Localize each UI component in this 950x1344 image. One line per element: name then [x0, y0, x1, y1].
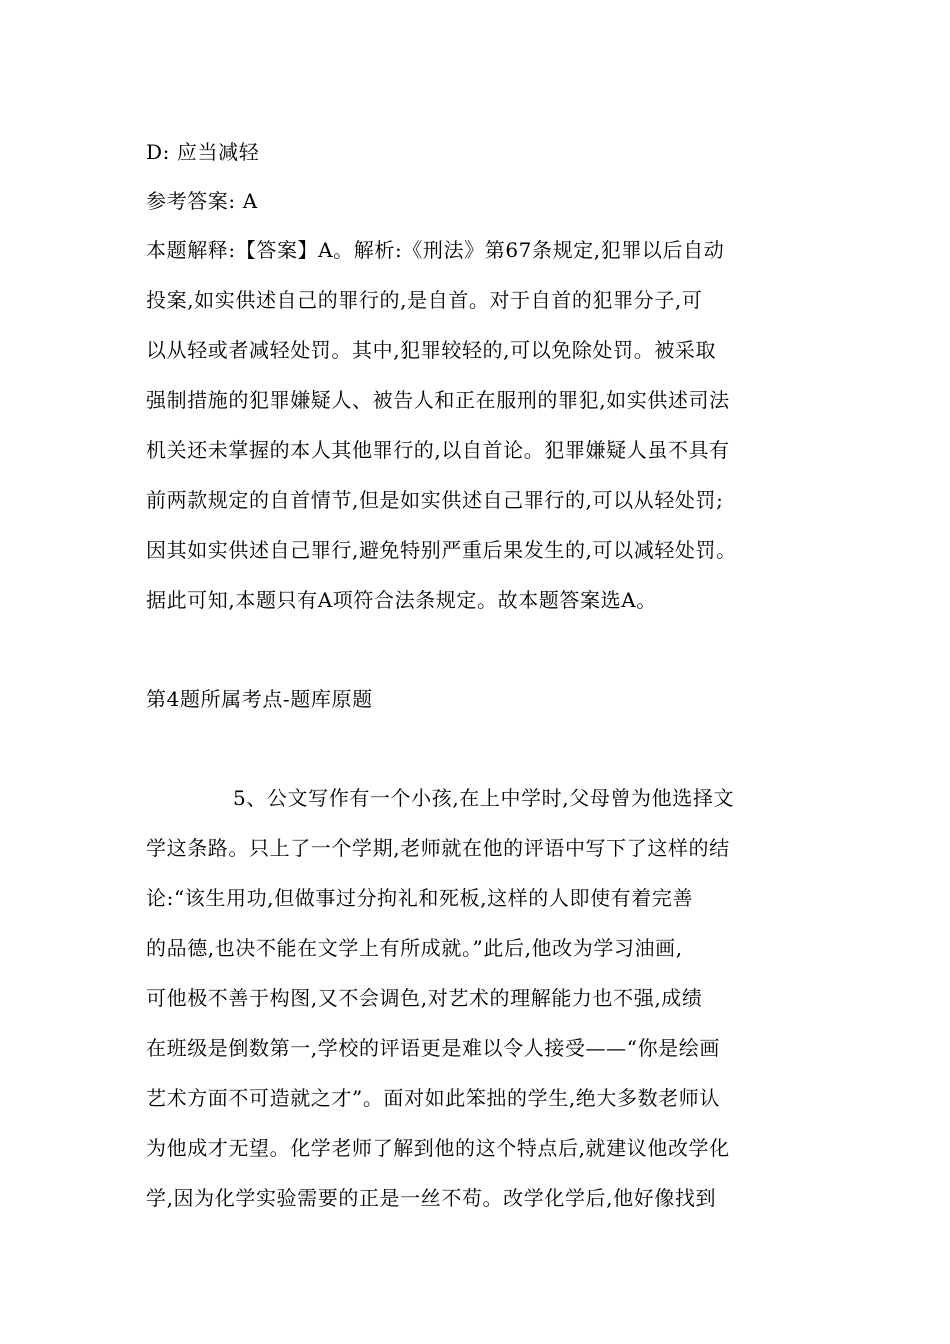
explanation-line: 本题解释:【答案】A。解析:《刑法》第67条规定,犯罪以后自动	[146, 238, 725, 262]
question-line: 的品德,也决不能在文学上有所成就。”此后,他改为学习油画,	[146, 936, 683, 960]
explanation-line: 投案,如实供述自己的罪行的,是自首。对于自首的犯罪分子,可	[146, 288, 703, 312]
explanation-line: 据此可知,本题只有A项符合法条规定。故本题答案选A。	[146, 588, 657, 612]
explanation-line: 前两款规定的自首情节,但是如实供述自己罪行的,可以从轻处罚;	[146, 488, 724, 512]
question-line: 学这条路。只上了一个学期,老师就在他的评语中写下了这样的结	[146, 836, 730, 860]
exam-point: 第4题所属考点-题库原题	[146, 687, 373, 711]
question-line: 5、公文写作有一个小孩,在上中学时,父母曾为他选择文	[233, 786, 735, 810]
question-line: 论:“该生用功,但做事过分拘礼和死板,这样的人即使有着完善	[146, 886, 694, 910]
explanation-line: 强制措施的犯罪嫌疑人、被告人和正在服刑的罪犯,如实供述司法	[146, 388, 730, 412]
question-line: 学,因为化学实验需要的正是一丝不苟。改学化学后,他好像找到	[146, 1186, 717, 1210]
question-line: 艺术方面不可造就之才”。面对如此笨拙的学生,绝大多数老师认	[146, 1086, 720, 1110]
question-line: 在班级是倒数第一,学校的评语更是难以令人接受——“你是绘画	[146, 1036, 720, 1060]
explanation-line: 以从轻或者减轻处罚。其中,犯罪较轻的,可以免除处罚。被采取	[146, 338, 717, 362]
option-d: D: 应当减轻	[146, 140, 260, 164]
question-line: 可他极不善于构图,又不会调色,对艺术的理解能力也不强,成绩	[146, 986, 703, 1010]
reference-answer: 参考答案: A	[146, 189, 258, 213]
explanation-line: 机关还未掌握的本人其他罪行的,以自首论。犯罪嫌疑人虽不具有	[146, 438, 730, 462]
explanation-line: 因其如实供述自己罪行,避免特别严重后果发生的,可以减轻处罚。	[146, 538, 737, 562]
question-line: 为他成才无望。化学老师了解到他的这个特点后,就建议他改学化	[146, 1136, 730, 1160]
